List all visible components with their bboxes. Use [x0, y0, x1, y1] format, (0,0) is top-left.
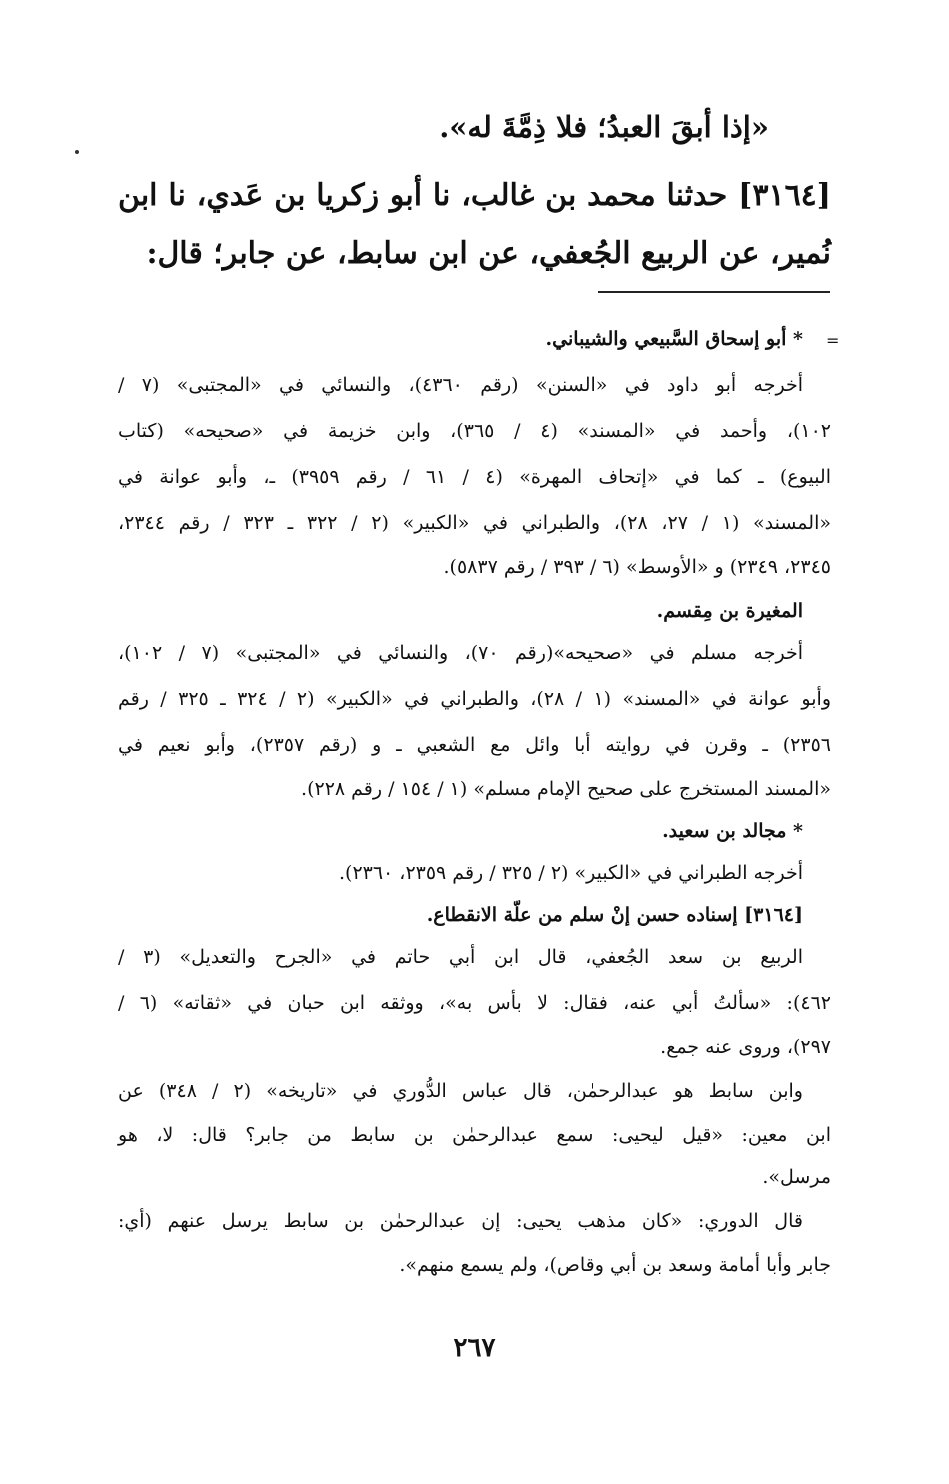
footnote-line: ٢٣٥٦) ـ وقرن في روايته أبا وائل مع الشعبي ـ و (رقم ٢٣٥٧)، وأبو نعيم في	[118, 734, 831, 756]
hadith-ending: «إذا أبقَ العبدُ؛ فلا ذِمَّةَ له».	[439, 110, 769, 144]
footnote-line: قال الدوري: «كان مذهب يحيى: إن عبدالرحمٰن بن سابط يرسل عنهم (أي:	[118, 1210, 803, 1232]
footnote-line: وأبو عوانة في «المسند» (١ / ٢٨)، والطبراني في «الكبير» (٢ / ٣٢٤ ـ ٣٢٥ / رقم	[118, 688, 831, 710]
footnote-line: [٣١٦٤] إسناده حسن إنْ سلم من علّة الانقطاع.	[426, 904, 803, 926]
footnote-line: ٤٦٢): «سألتُ أبي عنه، فقال: لا بأس به»، ووثقه ابن حبان في «ثقاته» (٦ /	[118, 992, 831, 1014]
footnote-line: الربيع بن سعد الجُعفي، قال ابن أبي حاتم في «الجرح والتعديل» (٣ /	[118, 946, 803, 968]
footnote-line: وابن سابط هو عبدالرحمٰن، قال عباس الدُّوري في «تاريخه» (٢ / ٣٤٨) عن	[118, 1080, 803, 1102]
footnote-line: مرسل».	[762, 1166, 831, 1188]
footnote-continuation-mark: =	[826, 331, 840, 350]
footnote-line: البيوع) ـ كما في «إتحاف المهرة» (٤ / ٦١ / رقم ٣٩٥٩) ـ، وأبو عوانة في	[118, 466, 831, 488]
footnote-separator	[598, 291, 830, 293]
footnote-line: ٢٩٧)، وروى عنه جمع.	[660, 1036, 831, 1058]
footnote-line: «المسند المستخرج على صحيح الإمام مسلم» (١ / ١٥٤ / رقم ٢٢٨).	[301, 778, 831, 800]
hadith-3164-line1: [٣١٦٤] حدثنا محمد بن غالب، نا أبو زكريا بن عَدي، نا ابن	[118, 178, 831, 213]
footnote-line: ١٠٢)، وأحمد في «المسند» (٤ / ٣٦٥)، وابن خزيمة في «صحيحه» (كتاب	[118, 420, 831, 442]
footnote-line: * أبو إسحاق السَّبيعي والشيباني.	[545, 328, 803, 350]
footnote-line: * مجالد بن سعيد.	[662, 820, 803, 842]
footnote-line: جابر وأبا أمامة وسعد بن أبي وقاص)، ولم يسمع منهم».	[399, 1254, 831, 1276]
scan-speck	[75, 150, 79, 154]
hadith-3164-line2: نُمير، عن الربيع الجُعفي، عن ابن سابط، عن جابر؛ قال:	[146, 236, 831, 271]
footnote-line: أخرجه أبو داود في «السنن» (رقم ٤٣٦٠)، والنسائي في «المجتبى» (٧ /	[118, 374, 803, 396]
footnote-line: أخرجه الطبراني في «الكبير» (٢ / ٣٢٥ / رقم ٢٣٥٩، ٢٣٦٠).	[338, 862, 803, 884]
footnote-line: أخرجه مسلم في «صحيحه»(رقم ٧٠)، والنسائي في «المجتبى» (٧ / ١٠٢)،	[118, 642, 803, 664]
footnote-line: المغيرة بن مِقسم.	[656, 600, 803, 622]
footnote-line: «المسند» (١ / ٢٧، ٢٨)، والطبراني في «الكبير» (٢ / ٣٢٢ ـ ٣٢٣ / رقم ٢٣٤٤،	[118, 512, 831, 534]
footnote-line: ابن معين: «قيل ليحيى: سمع عبدالرحمٰن بن سابط من جابر؟ قال: لا، هو	[118, 1124, 831, 1146]
footnote-line: ٢٣٤٥، ٢٣٤٩) و «الأوسط» (٦ / ٣٩٣ / رقم ٥٨٣٧).	[443, 556, 831, 578]
page-number: ٢٦٧	[453, 1333, 496, 1363]
